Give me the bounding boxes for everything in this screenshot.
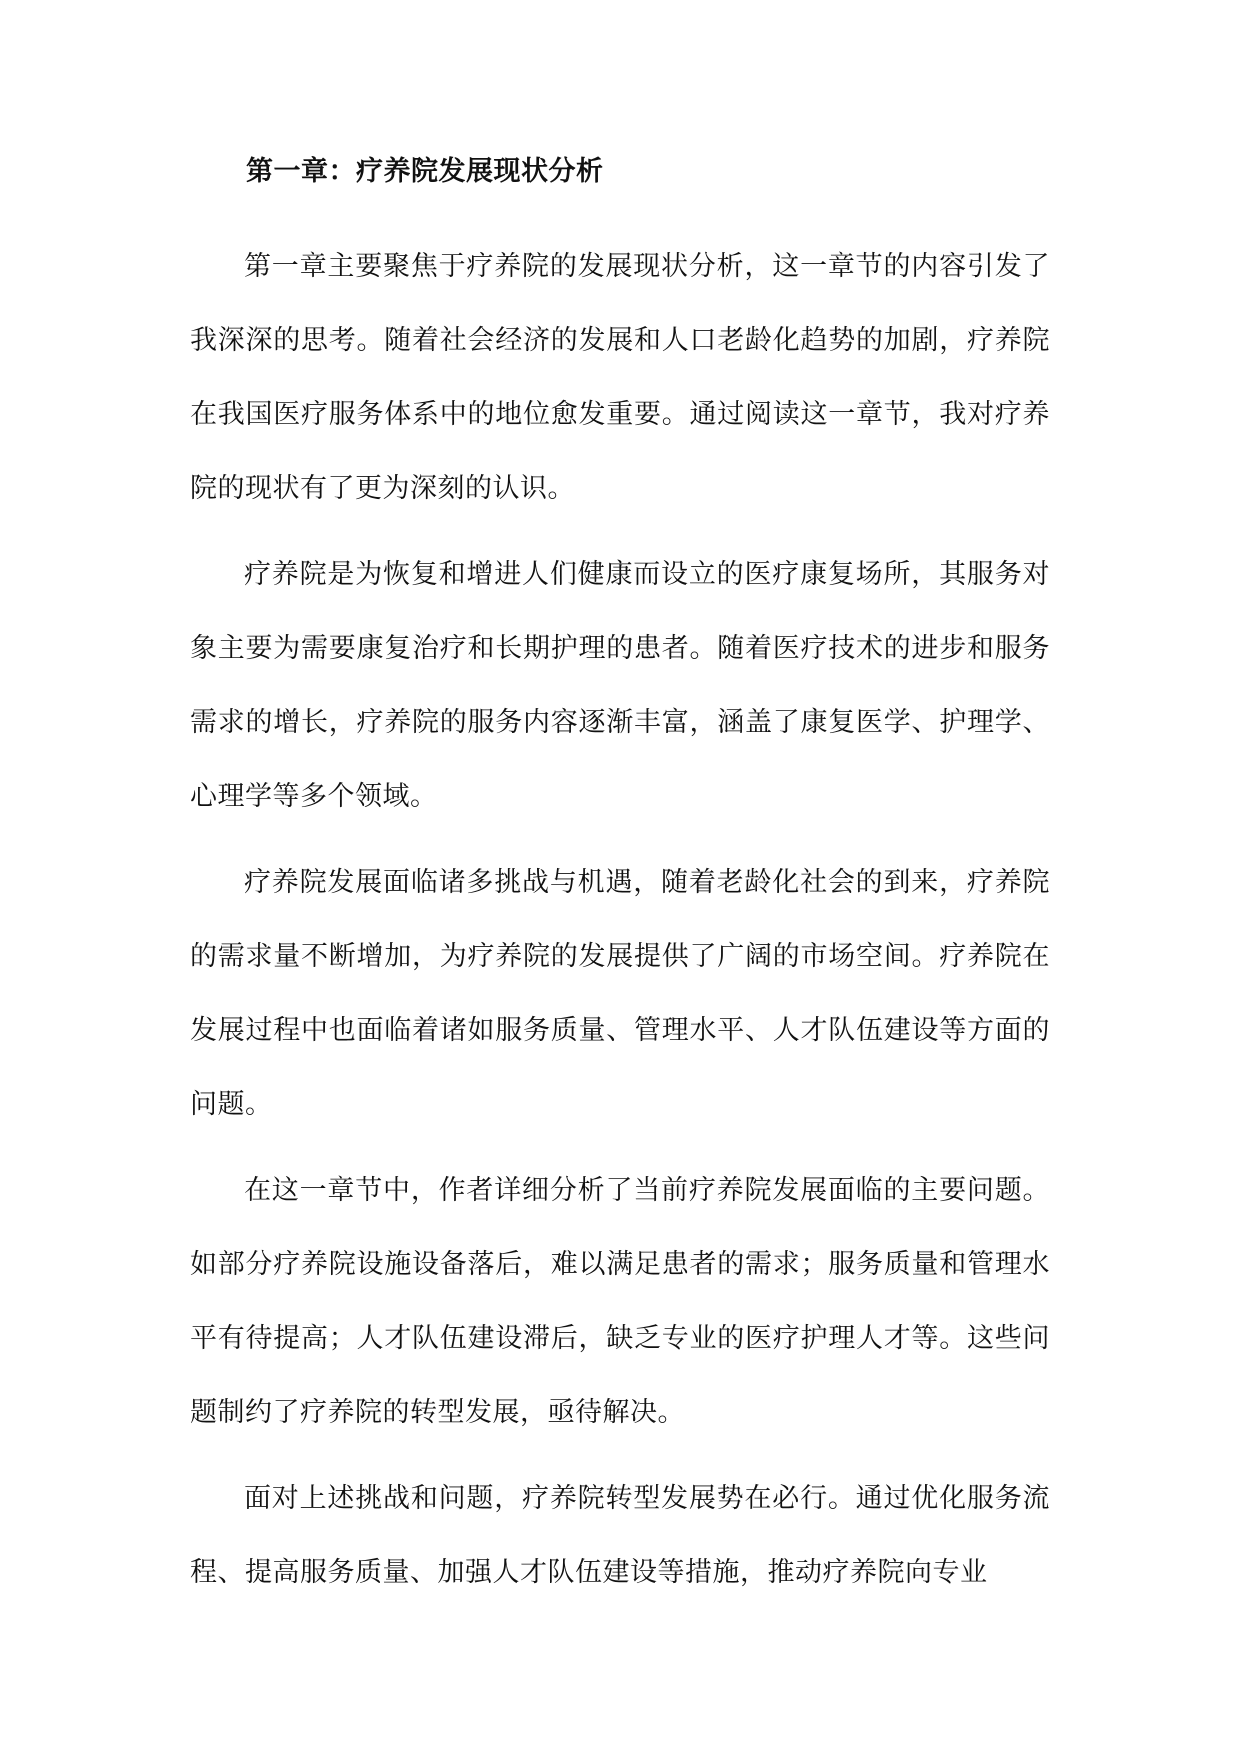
paragraph-3: 疗养院发展面临诸多挑战与机遇，随着老龄化社会的到来，疗养院的需求量不断增加，为疗养院的发展提供了广阔的市场空间。疗养院在发展过程中也面临着诸如服务质量、管理水平、人才队伍建设等方面的问题。	[190, 867, 1050, 1120]
document-body	[190, 142, 1050, 1622]
paragraph-1: 第一章主要聚焦于疗养院的发展现状分析，这一章节的内容引发了我深深的思考。随着社会经济的发展和人口老龄化趋势的加剧，疗养院在我国医疗服务体系中的地位愈发重要。通过阅读这一章节，我对疗养院的现状有了更为深刻的认识。	[190, 251, 1050, 504]
paragraph-5: 面对上述挑战和问题，疗养院转型发展势在必行。通过优化服务流程、提高服务质量、加强人才队伍建设等措施，推动疗养院向专业	[190, 1483, 1050, 1588]
paragraph-2: 疗养院是为恢复和增进人们健康而设立的医疗康复场所，其服务对象主要为需要康复治疗和长期护理的患者。随着医疗技术的进步和服务需求的增长，疗养院的服务内容逐渐丰富，涵盖了康复医学、护理学、心理学等多个领域。	[190, 559, 1050, 812]
chapter-title: 第一章：疗养院发展现状分析	[246, 156, 604, 187]
paragraph-4: 在这一章节中，作者详细分析了当前疗养院发展面临的主要问题。如部分疗养院设施设备落后，难以满足患者的需求；服务质量和管理水平有待提高；人才队伍建设滞后，缺乏专业的医疗护理人才等。这些问题制约了疗养院的转型发展，亟待解决。	[190, 1175, 1050, 1428]
